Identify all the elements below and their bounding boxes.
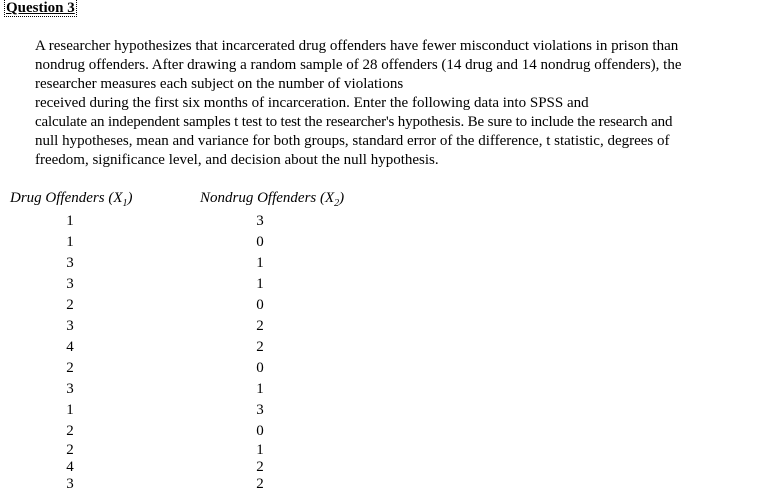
nondrug-value: 1 <box>256 442 264 458</box>
nondrug-value: 1 <box>256 255 264 271</box>
drug-offenders-column <box>58 211 82 493</box>
drug-column-header <box>10 189 133 208</box>
drug-value: 4 <box>66 339 74 355</box>
nondrug-value: 2 <box>256 476 264 492</box>
nondrug-value: 3 <box>256 213 264 229</box>
drug-value: 1 <box>66 234 74 250</box>
nondrug-value: 3 <box>256 402 264 418</box>
drug-value: 4 <box>66 459 74 475</box>
nondrug-value: 0 <box>256 423 264 439</box>
question-heading <box>4 0 77 17</box>
prompt-line: researcher measures each subject on the number of violations <box>35 76 404 92</box>
drug-header-label: Drug Offenders (X <box>10 190 123 206</box>
drug-value: 2 <box>66 297 74 313</box>
prompt-line: nondrug offenders. After drawing a random sample of 28 offenders (14 drug and 14 nondrug offenders), the <box>35 57 682 73</box>
nondrug-value: 0 <box>256 234 264 250</box>
nondrug-value: 2 <box>256 459 264 475</box>
prompt-line: A researcher hypothesizes that incarcerated drug offenders have fewer misconduct violations in prison than <box>35 38 679 54</box>
drug-value: 2 <box>66 423 74 439</box>
nondrug-offenders-column <box>248 211 272 493</box>
drug-header-subscript: 1 <box>122 198 128 209</box>
nondrug-header-subscript: 2 <box>334 198 340 209</box>
drug-header-close: ) <box>127 190 133 206</box>
question-prompt <box>35 37 759 170</box>
nondrug-header-close: ) <box>339 190 345 206</box>
drug-value: 3 <box>66 476 74 492</box>
prompt-line: freedom, significance level, and decision about the null hypothesis. <box>35 152 439 168</box>
drug-value: 3 <box>66 255 74 271</box>
prompt-line: received during the first six months of incarceration. Enter the following data into SPSS and <box>35 95 589 111</box>
nondrug-column-header <box>200 189 344 208</box>
nondrug-value: 1 <box>256 276 264 292</box>
question-title: Question 3 <box>6 0 75 16</box>
nondrug-header-label: Nondrug Offenders (X <box>200 190 335 206</box>
drug-value: 2 <box>66 442 74 458</box>
prompt-line: null hypotheses, mean and variance for both groups, standard error of the difference, t statistic, degrees of <box>35 133 670 149</box>
drug-value: 3 <box>66 276 74 292</box>
nondrug-value: 2 <box>256 318 264 334</box>
nondrug-value: 1 <box>256 381 264 397</box>
drug-value: 2 <box>66 360 74 376</box>
drug-value: 1 <box>66 213 74 229</box>
drug-value: 3 <box>66 381 74 397</box>
nondrug-value: 2 <box>256 339 264 355</box>
nondrug-value: 0 <box>256 297 264 313</box>
prompt-line: calculate an independent samples t test to test the researcher's hypothesis. Be sure to include the research and <box>35 114 673 130</box>
drug-value: 3 <box>66 318 74 334</box>
nondrug-value: 0 <box>256 360 264 376</box>
drug-value: 1 <box>66 402 74 418</box>
